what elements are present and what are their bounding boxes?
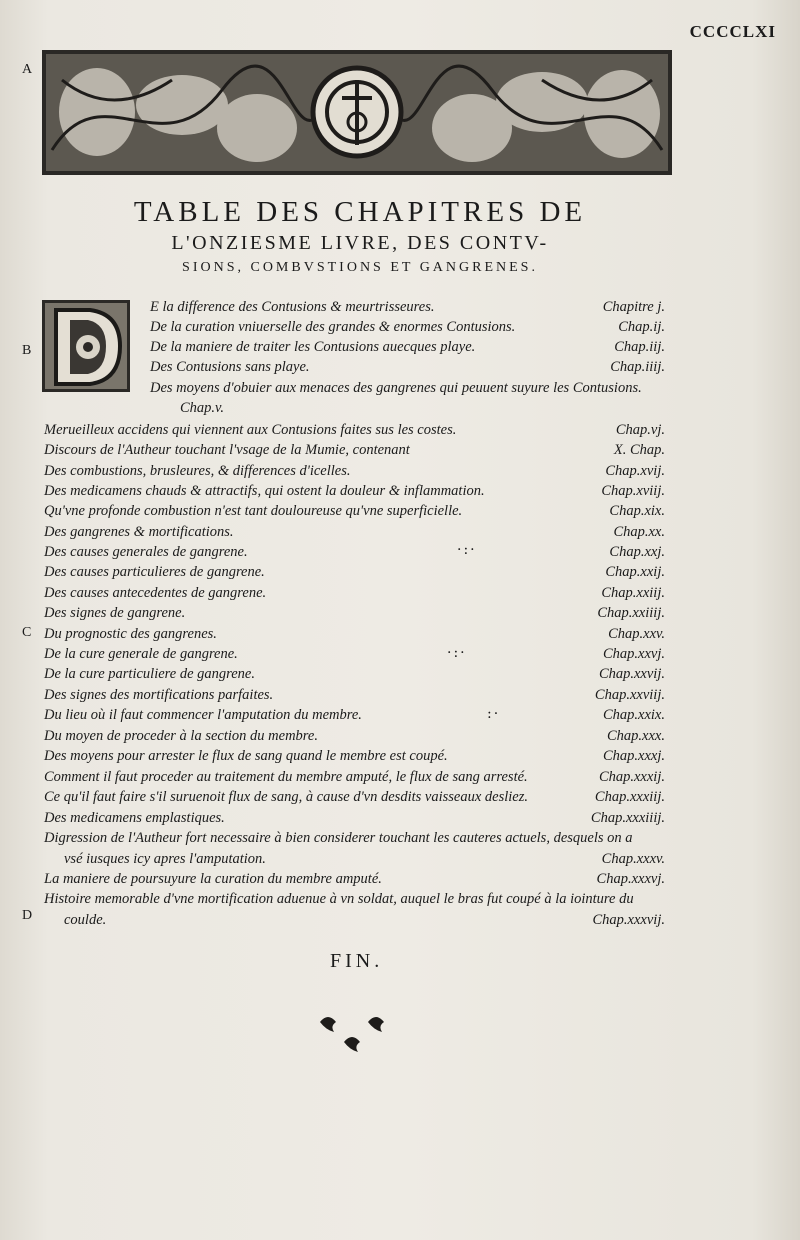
chapter-entry-title: Du lieu où il faut commencer l'amputation du membre. bbox=[44, 707, 362, 723]
chapter-entry-title: Histoire memorable d'vne mortification aduenue à vn soldat, auquel le bras fut coupé à la iointure du bbox=[44, 891, 634, 907]
chapter-entry-number: Chap.xxij. bbox=[605, 564, 665, 580]
chapter-entry-title: Des moyens d'obuier aux menaces des gangrenes qui peuuent suyure les Contusions. bbox=[150, 380, 642, 396]
chapter-entry-title: De la cure generale de gangrene. bbox=[44, 646, 238, 662]
chapter-entry-number: Chap.xxxiiij. bbox=[590, 810, 665, 826]
chapter-entry-title: Des gangrenes & mortifications. bbox=[44, 524, 234, 540]
chapter-entry-title: Des causes particulieres de gangrene. bbox=[44, 564, 265, 580]
chapter-entry-number: Chap.xvij. bbox=[605, 463, 665, 479]
chapter-entry-number: Chap.xxviij. bbox=[594, 687, 665, 703]
chapter-entry-number: Chap.xxxvij. bbox=[592, 912, 665, 928]
chapter-entry-number: Chap.vj. bbox=[615, 422, 665, 438]
chapter-entry-number: X. Chap. bbox=[613, 442, 665, 458]
margin-letter-a: A bbox=[22, 62, 33, 77]
chapter-entry-title: Du moyen de proceder à la section du membre. bbox=[44, 728, 318, 744]
chapter-entry-title: coulde. bbox=[64, 912, 107, 928]
title-line-3: SIONS, COMBVSTIONS ET GANGRENES. bbox=[182, 260, 538, 275]
chapter-entry-title: Des combustions, brusleures, & differences d'icelles. bbox=[44, 463, 351, 479]
ink-dots: ·:· bbox=[447, 645, 467, 661]
chapter-entry-number: Chap.xxxv. bbox=[601, 851, 665, 867]
chapter-entry-title: Digression de l'Autheur fort necessaire à bien considerer touchant les cauteres actuels, desquels on a bbox=[44, 830, 633, 846]
chapter-entry-title: De la curation vniuerselle des grandes & enormes Contusions. bbox=[150, 319, 516, 335]
chapter-entry-title: Des medicamens chauds & attractifs, qui ostent la douleur & inflammation. bbox=[44, 483, 485, 499]
margin-letter-b: B bbox=[22, 343, 32, 358]
chapter-entry-number: Chap.xxiiij. bbox=[597, 605, 665, 621]
table-title bbox=[40, 195, 680, 279]
chapter-entry-title: Qu'vne profonde combustion n'est tant douloureuse qu'vne superficielle. bbox=[44, 503, 463, 519]
chapter-entry-number: Chap.xxvij. bbox=[598, 666, 665, 682]
chapter-entry-number: Chap.xxx. bbox=[607, 728, 665, 744]
chapter-entry-title: Ce qu'il faut faire s'il suruenoit flux de sang, à cause d'vn desdits vaisseaux desliez. bbox=[44, 789, 528, 805]
chapter-entry-number: Chap.xviij. bbox=[601, 483, 665, 499]
chapter-entry-title: Des signes de gangrene. bbox=[44, 605, 186, 621]
chapter-entry-title: De la cure particuliere de gangrene. bbox=[44, 666, 255, 682]
chapter-entry-title: Des Contusions sans playe. bbox=[150, 359, 310, 375]
chapter-entry-number: Chap.xxiij. bbox=[601, 585, 665, 601]
margin-letter-d: D bbox=[22, 908, 33, 923]
chapter-entry-number: Chapitre j. bbox=[602, 299, 665, 315]
fin-label: FIN. bbox=[330, 950, 384, 972]
chapter-entry-number: Chap.iij. bbox=[614, 339, 665, 355]
chapter-entry-title: Des causes antecedentes de gangrene. bbox=[44, 585, 267, 601]
title-line-1: TABLE DES CHAPITRES DE bbox=[133, 196, 587, 228]
chapter-entry-title: De la maniere de traiter les Contusions auecques playe. bbox=[150, 339, 476, 355]
folio-number: CCCCLXI bbox=[689, 22, 776, 41]
ink-dots: :· bbox=[487, 706, 501, 722]
chapter-entry-number: Chap.xxj. bbox=[609, 544, 665, 560]
chapter-entry-title: Des moyens pour arrester le flux de sang quand le membre est coupé. bbox=[44, 748, 448, 764]
chapter-entry-title: Comment il faut proceder au traitement du membre amputé, le flux de sang arresté. bbox=[44, 769, 528, 785]
chapter-entry-title: Merueilleux accidens qui viennent aux Contusions faites sus les costes. bbox=[44, 422, 457, 438]
chapter-entry-title: vsé iusques icy apres l'amputation. bbox=[64, 851, 266, 867]
chapter-entry-title: E la difference des Contusions & meurtrisseures. bbox=[150, 299, 435, 315]
chapter-entry-number: Chap.iiij. bbox=[610, 359, 665, 375]
chapter-entry-number: Chap.ij. bbox=[618, 319, 665, 335]
chapter-entry-title: Chap.v. bbox=[180, 400, 225, 416]
ink-dots: ·:· bbox=[457, 542, 477, 558]
chapter-entry-title: Des causes generales de gangrene. bbox=[44, 544, 248, 560]
chapter-entry-number: Chap.xxxij. bbox=[598, 769, 665, 785]
chapter-entry-number: Chap.xix. bbox=[609, 503, 665, 519]
chapter-entry-title: Discours de l'Autheur touchant l'vsage de la Mumie, contenant bbox=[44, 442, 410, 458]
chapter-entry-title: Des signes des mortifications parfaites. bbox=[44, 687, 274, 703]
chapter-entry-number: Chap.xxxj. bbox=[602, 748, 665, 764]
woodcut-header-ornament bbox=[42, 50, 672, 175]
chapter-entry-number: Chap.xxxiij. bbox=[594, 789, 665, 805]
chapter-entry-title: Du prognostic des gangrenes. bbox=[44, 626, 217, 642]
chapter-entry-number: Chap.xx. bbox=[613, 524, 665, 540]
chapter-entry-number: Chap.xxix. bbox=[602, 707, 665, 723]
decorated-initial-d bbox=[42, 300, 130, 392]
chapter-entry-title: La maniere de poursuyure la curation du membre amputé. bbox=[44, 871, 382, 887]
chapter-entry-title: Des medicamens emplastiques. bbox=[44, 810, 225, 826]
chapter-entry-number: Chap.xxvj. bbox=[602, 646, 665, 662]
chapter-entry-number: Chap.xxv. bbox=[608, 626, 665, 642]
title-line-2: L'ONZIESME LIVRE, DES CONTV- bbox=[171, 232, 549, 254]
fleuron-ornaments bbox=[316, 1010, 396, 1060]
chapter-entry-number: Chap.xxxvj. bbox=[596, 871, 665, 887]
margin-letter-c: C bbox=[22, 625, 32, 640]
